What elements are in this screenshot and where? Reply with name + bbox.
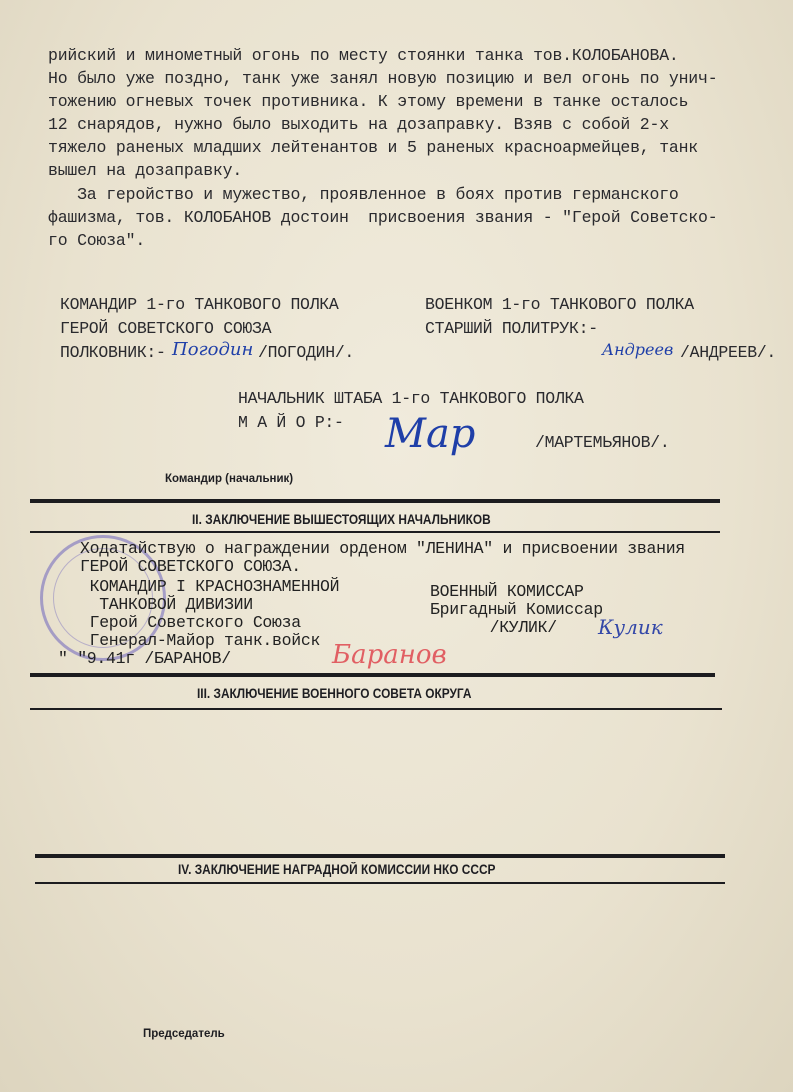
chief-title: НАЧАЛЬНИК ШТАБА 1-го ТАНКОВОГО ПОЛКА xyxy=(238,389,584,408)
commissar-title: ВОЕНКОМ 1-го ТАНКОВОГО ПОЛКА xyxy=(425,295,694,314)
commissar-position: СТАРШИЙ ПОЛИТРУК:- xyxy=(425,319,598,338)
divider xyxy=(35,854,725,858)
body-line: За геройство и мужество, проявленное в боях против германского xyxy=(48,185,679,204)
military-commissar: Бригадный Комиссар xyxy=(430,600,603,619)
kulik-signature: Кулик xyxy=(598,615,663,639)
section2-title: II. ЗАКЛЮЧЕНИЕ ВЫШЕСТОЯЩИХ НАЧАЛЬНИКОВ xyxy=(192,512,491,527)
section3-title: III. ЗАКЛЮЧЕНИЕ ВОЕННОГО СОВЕТА ОКРУГА xyxy=(197,686,472,701)
body-line: рийский и минометный огонь по месту стоянки танка тов.КОЛОБАНОВА. xyxy=(48,46,679,65)
commander-position: ПОЛКОВНИК:- xyxy=(60,343,166,362)
body-line: го Союза". xyxy=(48,231,146,250)
commander-label: Командир (начальник) xyxy=(165,473,294,485)
body-line: Но было уже поздно, танк уже занял новую позицию и вел огонь по унич- xyxy=(48,69,718,88)
body-line: тожению огневых точек противника. К этому времени в танке осталось xyxy=(48,92,689,111)
divider xyxy=(30,531,720,533)
body-line: 12 снарядов, нужно было выходить на дозаправку. Взяв с собой 2-х xyxy=(48,115,669,134)
red-signature: Баранов xyxy=(332,640,447,670)
military-commissar: ВОЕННЫЙ КОМИССАР xyxy=(430,582,584,601)
commander-title: КОМАНДИР 1-го ТАНКОВОГО ПОЛКА xyxy=(60,295,339,314)
commander-signature: Погодин xyxy=(172,339,254,360)
body-line: вышел на дозаправку. xyxy=(48,161,243,180)
commissar-name: /АНДРЕЕВ/. xyxy=(680,343,777,362)
division-commander: ТАНКОВОЙ ДИВИЗИИ xyxy=(80,595,253,614)
date-baranov: " "9.41г /БАРАНОВ/ xyxy=(58,649,231,668)
commander-name: /ПОГОДИН/. xyxy=(258,343,355,362)
section4-title: IV. ЗАКЛЮЧЕНИЕ НАГРАДНОЙ КОМИССИИ НКО СССР xyxy=(178,862,496,877)
chief-signature: Мар xyxy=(385,411,476,457)
body-line: фашизма, тов. КОЛОБАНОВ достоин присвоения звания - "Герой Советско- xyxy=(48,208,718,227)
divider xyxy=(30,499,720,503)
commander-rank: ГЕРОЙ СОВЕТСКОГО СОЮЗА xyxy=(60,319,272,338)
chief-name: /МАРТЕМЬЯНОВ/. xyxy=(535,433,670,452)
division-commander: Генерал-Майор танк.войск xyxy=(80,631,321,650)
divider xyxy=(30,708,722,710)
section2-text: Ходатайствую о награждении орденом "ЛЕНИНА" и присвоении звания xyxy=(80,539,685,558)
division-commander: Герой Советского Союза xyxy=(80,613,301,632)
section2-text: ГЕРОЙ СОВЕТСКОГО СОЮЗА. xyxy=(80,557,301,576)
commissar-signature: Андреев xyxy=(602,340,674,359)
chief-position: М А Й О Р:- xyxy=(238,413,344,432)
divider xyxy=(35,882,725,884)
chairman-label: Председатель xyxy=(143,1028,225,1040)
kulik-name: /КУЛИК/ xyxy=(480,618,557,637)
divider xyxy=(30,673,715,677)
body-line: тяжело раненых младших лейтенантов и 5 раненых красноармейцев, танк xyxy=(48,138,699,157)
division-commander: КОМАНДИР I КРАСНОЗНАМЕННОЙ xyxy=(80,577,340,596)
